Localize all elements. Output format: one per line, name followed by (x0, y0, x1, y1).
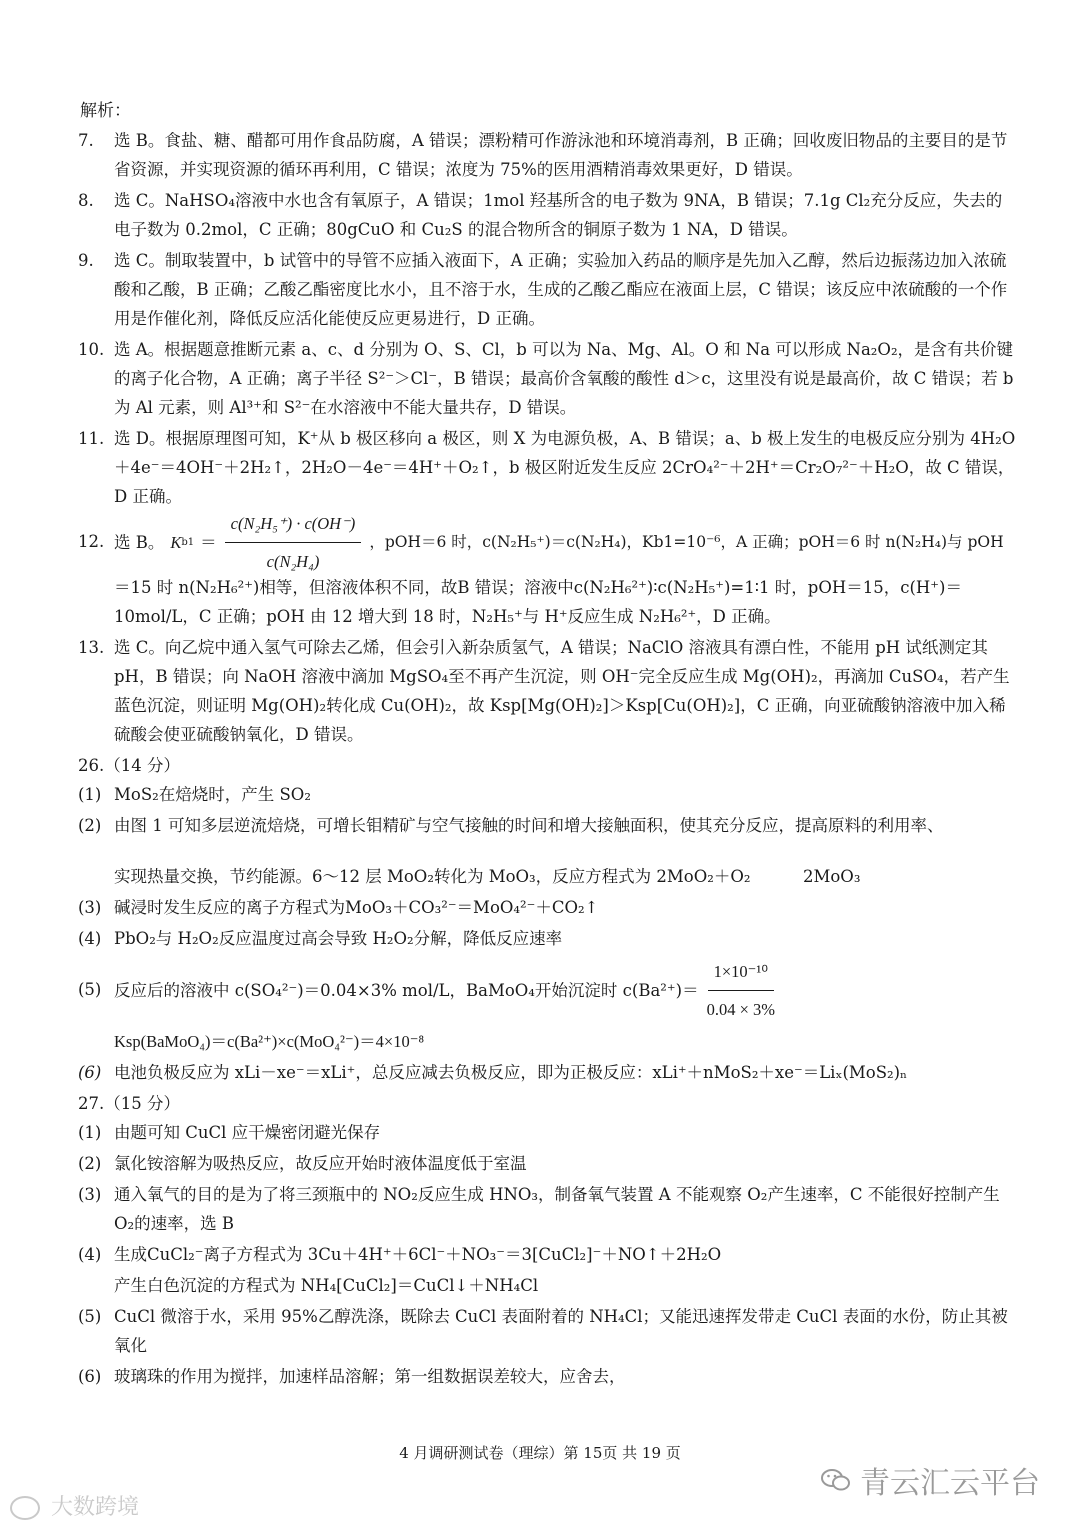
fraction-numerator: 1×10⁻¹⁰ (708, 957, 774, 991)
item-text: PbO₂与 H₂O₂反应温度过高会导致 H₂O₂分解，降低反应速率 (114, 929, 563, 948)
kb1-equation: 选 B。 K b1 ＝ $\frac{\text{c(N₂H₅⁺) · c(OH⁻)}}{\text{c(N₂H₄)}}$ ，pOH＝6 时，c(N₂H₅⁺)＝c(N₂H₄)，Kb1=10⁻⁶，A 正确；pOH＝6 时 n(N₂H₄)与 pOH (114, 513, 1018, 571)
s26-ksp-line (78, 1027, 1018, 1056)
s27-item-3 (78, 1180, 1018, 1238)
s26-item-3 (78, 893, 1018, 922)
answer-lead: 选 B。 (114, 532, 165, 552)
answer-text: 选 B。食盐、糖、醋都可用作食品防腐，A 错误；漂粉精可作游泳池和环境消毒剂，B 正确；回收废旧物品的主要目的是节省资源，并实现资源的循环再利用，C 错误；浓度为 75%的医用酒精消毒效果更好，D 错误。 (114, 131, 1008, 179)
fraction-numerator: c(N₂H₅⁺) · c(OH⁻) (225, 509, 362, 543)
item-number: (3) (78, 1185, 102, 1204)
s26-item-1 (78, 780, 1018, 809)
item-text: 生成CuCl₂⁻离子方程式为 3Cu＋4H⁺＋6Cl⁻＋NO₃⁻＝3[CuCl₂]⁻＋NO↑＋2H₂O (114, 1245, 722, 1264)
item-text: 实现热量交换，节约能源。6～12 层 MoO₂转化为 MoO₃，反应方程式为 2MoO₂＋O₂ 2MoO₃ (114, 867, 861, 886)
page-heading: 解析： (80, 101, 131, 121)
s26-item-5 (78, 955, 1018, 1025)
s27-item-4-continued (78, 1271, 1018, 1300)
k-symbol: K (170, 532, 182, 552)
answer-text: 选 D。根据原理图可知，K⁺从 b 极区移向 a 极区，则 X 为电源负极，A、B 错误；a、b 极上发生的电极反应分别为 4H₂O＋4e⁻＝4OH⁻＋2H₂↑，2H₂O－4e⁻＝4H⁺＋O₂↑，b 极区附近发生反应 2CrO₄²⁻＋2H⁺＝Cr₂O₇²⁻＋H₂O，故 C 错误，D 正确。 (114, 429, 1016, 506)
ksp-expression: Ksp(BaMoO₄)＝c(Ba²⁺)×c(MoO₄²⁻)＝4×10⁻⁸ (114, 1032, 425, 1051)
item-text: CuCl 微溶于水，采用 95%乙醇洗涤，既除去 CuCl 表面附着的 NH₄Cl；又能迅速挥发带走 CuCl 表面的水份，防止其被氧化 (114, 1307, 1008, 1355)
watermark-right (820, 1458, 1040, 1502)
answer-number: 7. (78, 131, 94, 150)
item-text: 碱浸时发生反应的离子方程式为MoO₃＋CO₃²⁻＝MoO₄²⁻＋CO₂↑ (114, 898, 599, 917)
item-number: (2) (78, 816, 102, 835)
ba-equation (114, 955, 1018, 1025)
answer-number: 10. (78, 340, 105, 359)
answer-text: ＝15 时 n(N₂H₆²⁺)相等，但溶液体积不同，故B 错误；溶液中c(N₂H₆²⁺)∶c(N₂H₅⁺)=1∶1 时，pOH＝15，c(H⁺)＝10mol/L，C 正确；pOH 由 12 增大到 18 时，N₂H₅⁺与 H⁺反应生成 N₂H₆²⁺，D 正确。 (114, 578, 962, 626)
item-text: 由题可知 CuCl 应干燥密闭避光保存 (114, 1123, 381, 1142)
answer-text: 选 C。NaHSO₄溶液中水也含有氧原子，A 错误；1mol 羟基所含的电子数为 9NA，B 错误；7.1g Cl₂充分反应，失去的电子数为 0.2mol，C 正确；80gCuO 和 Cu₂S 的混合物所含的铜原子数为 1 NA，D 错误。 (114, 191, 1003, 239)
s26-item-2-continued (78, 862, 1018, 891)
item-number: (5) (78, 1307, 102, 1326)
watermark-left (10, 1490, 139, 1521)
answer-number: 12. (78, 532, 105, 551)
fraction-denominator: 0.04 × 3% (706, 999, 776, 1019)
s26-item-4 (78, 924, 1018, 953)
answer-number: 8. (78, 191, 94, 210)
section-27-title: 27.（15 分） (78, 1094, 180, 1113)
s27-item-1 (78, 1118, 1018, 1147)
page-footer: 4 月调研测试卷（理综）第 15页 共 19 页 (399, 1444, 681, 1462)
watermark-left-text: 大数跨境 (51, 1495, 140, 1520)
answer-13 (78, 633, 1018, 749)
item-text: MoS₂在焙烧时，产生 SO₂ (114, 785, 311, 804)
item-number: (2) (78, 1154, 102, 1173)
weibo-logo-icon (10, 1496, 40, 1520)
item-text: 电池负极反应为 xLi－xe⁻＝xLi⁺，总反应减去负极反应，即为正极反应：xLi⁺＋nMoS₂＋xe⁻＝Liₓ(MoS₂)ₙ (114, 1063, 908, 1082)
item-text: 产生白色沉淀的方程式为 NH₄[CuCl₂]＝CuCl↓＋NH₄Cl (114, 1276, 539, 1295)
s27-item-4 (78, 1240, 1018, 1269)
item-number: (4) (78, 1245, 102, 1264)
s26-item-2 (78, 811, 1018, 840)
s27-item-5 (78, 1302, 1018, 1360)
answer-11 (78, 424, 1018, 511)
answer-text: 选 C。向乙烷中通入氢气可除去乙烯，但会引入新杂质氢气，A 错误；NaClO 溶液具有漂白性，不能用 pH 试纸测定其 pH，B 错误；向 NaOH 溶液中滴加 MgSO₄至不再产生沉淀，则 OH⁻完全反应生成 Mg(OH)₂，再滴加 CuSO₄，若产生蓝色沉淀，则证明 Mg(OH)₂转化成 Cu(OH)₂，故 Ksp[Mg(OH)₂]＞Ksp[Cu(OH)₂]，C 正确，向亚硫酸钠溶液中加入稀硫酸会使亚硫酸钠氧化，D 错误。 (114, 638, 1010, 744)
answer-7 (78, 126, 1018, 184)
section-26-title: 26.（14 分） (78, 756, 180, 775)
answer-12 (78, 513, 1018, 571)
item-text: 玻璃珠的作用为搅拌，加速样品溶解；第一组数据误差较大，应舍去， (114, 1367, 626, 1386)
s27-item-2 (78, 1149, 1018, 1178)
answer-10 (78, 335, 1018, 422)
fraction-denominator: c(N₂H₄) (266, 551, 320, 571)
answer-number: 13. (78, 638, 105, 657)
item-text: 通入氧气的目的是为了将三颈瓶中的 NO₂反应生成 HNO₃，制备氧气装置 A 不能观察 O₂产生速率，C 不能很好控制产生 O₂的速率，选 B (114, 1185, 1000, 1233)
item-text: 由图 1 可知多层逆流焙烧，可增长钼精矿与空气接触的时间和增大接触面积，使其充分反应，提高原料的利用率、 (114, 816, 944, 835)
answer-8 (78, 186, 1018, 244)
item-number (78, 1271, 114, 1300)
answer-content (78, 126, 1018, 1393)
ba-fraction (707, 957, 775, 1024)
item-number (78, 862, 114, 891)
s27-item-6 (78, 1362, 1018, 1391)
answer-text: 选 C。制取装置中，b 试管中的导管不应插入液面下，A 正确；实验加入药品的顺序是先加入乙醇，然后边振荡边加入浓硫酸和乙酸，B 正确；乙酸乙酯密度比水小，且不溶于水，生成的乙酸乙酯应在液面上层，C 错误；该反应中浓硫酸的一个作用是作催化剂，降低反应活化能使反应更易进行，D 正确。 (114, 251, 1008, 328)
answer-9 (78, 246, 1018, 333)
answer-number: 11. (78, 429, 105, 448)
wechat-logo-icon (820, 1467, 852, 1493)
item-number: (3) (78, 898, 102, 917)
kb1-fraction (225, 509, 362, 576)
item-number: (1) (78, 785, 102, 804)
item-text: 反应后的溶液中 c(SO₄²⁻)＝0.04×3% mol/L，BaMoO₄开始沉淀时 c(Ba²⁺)＝ (114, 980, 699, 1000)
s26-item-6 (78, 1058, 1018, 1087)
watermark-right-text: 青云汇云平台 (860, 1466, 1040, 1501)
item-number: (4) (78, 929, 102, 948)
k-subscript: b1 (181, 536, 195, 548)
answer-12-body (114, 513, 1018, 571)
item-number: (6) (78, 1367, 102, 1386)
answer-text: 选 A。根据题意推断元素 a、c、d 分别为 O、S、Cl，b 可以为 Na、Mg、Al。O 和 Na 可以形成 Na₂O₂，是含有共价键的离子化合物，A 正确；离子半径 S²⁻＞Cl⁻，B 错误；最高价含氧酸的酸性 d＞c，这里没有说是最高价，故 C 错误；若 b 为 Al 元素，则 Al³⁺和 S²⁻在水溶液中不能大量共存，D 错误。 (114, 340, 1014, 417)
item-number: (1) (78, 1123, 102, 1142)
answer-tail: ，pOH＝6 时，c(N₂H₅⁺)＝c(N₂H₄)，Kb1=10⁻⁶，A 正确；pOH＝6 时 n(N₂H₄)与 pOH (369, 532, 1004, 551)
item-number: (5) (78, 980, 102, 999)
item-text: 氯化铵溶解为吸热反应，故反应开始时液体温度低于室温 (114, 1154, 527, 1173)
answer-12-continued (78, 573, 1018, 631)
answer-number: 9. (78, 251, 94, 270)
item-number: (6) (78, 1063, 102, 1082)
